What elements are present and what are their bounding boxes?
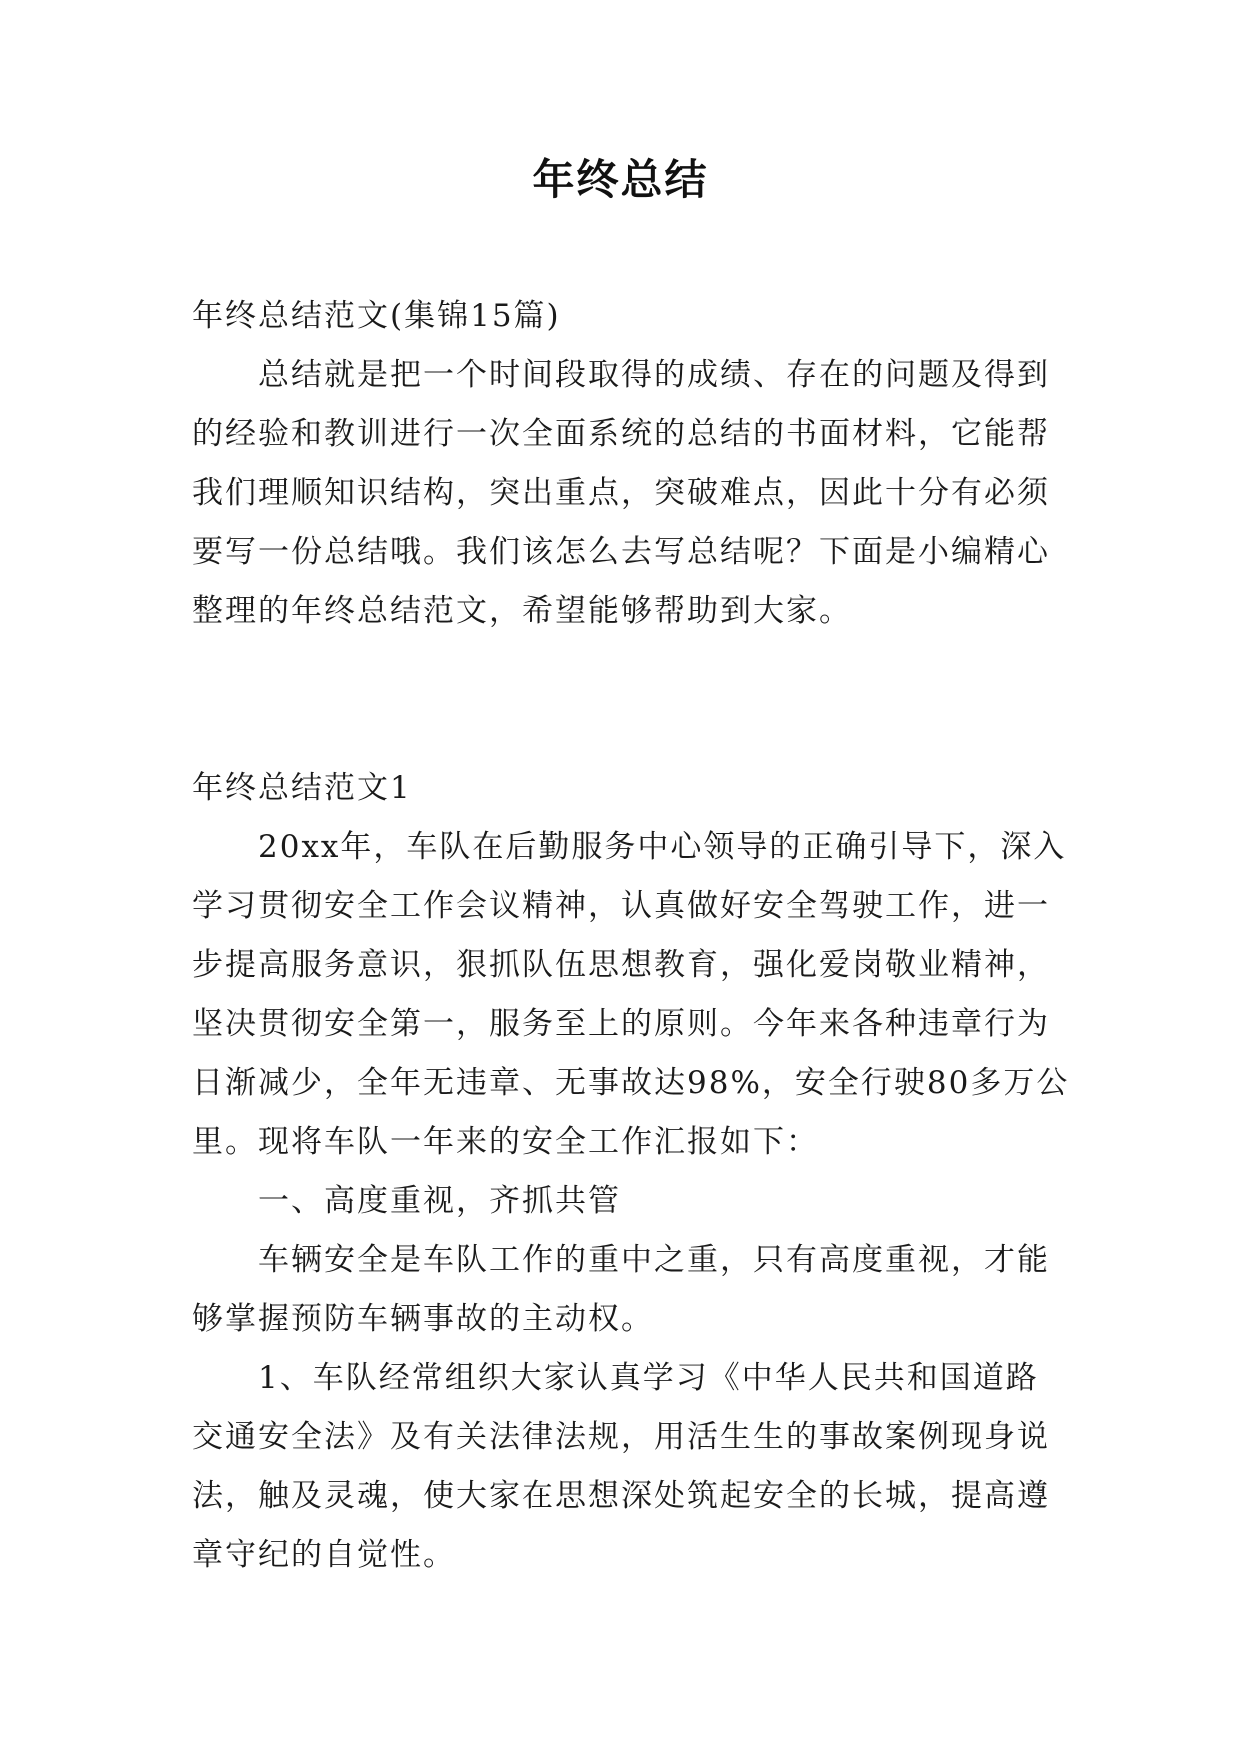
body-line: 够掌握预防车辆事故的主动权。 xyxy=(192,1301,654,1337)
body-line: 学习贯彻安全工作会议精神，认真做好安全驾驶工作，进一 xyxy=(192,888,1050,924)
section-heading: 年终总结范文1 xyxy=(192,770,412,806)
body-line: 坚决贯彻安全第一，服务至上的原则。今年来各种违章行为 xyxy=(192,1006,1050,1042)
body-line: 1、车队经常组织大家认真学习《中华人民共和国道路 xyxy=(258,1360,1039,1396)
body-line: 法，触及灵魂，使大家在思想深处筑起安全的长城，提高遵 xyxy=(192,1478,1050,1514)
document-title: 年终总结 xyxy=(532,155,709,204)
intro-line: 整理的年终总结范文，希望能够帮助到大家。 xyxy=(192,593,852,629)
document-body xyxy=(192,287,1070,1585)
body-line: 日渐减少，全年无违章、无事故达98%，安全行驶80多万公 xyxy=(192,1065,1070,1101)
body-line: 车辆安全是车队工作的重中之重，只有高度重视，才能 xyxy=(258,1242,1050,1278)
collection-heading: 年终总结范文(集锦15篇) xyxy=(192,298,561,334)
subsection-heading: 一、高度重视，齐抓共管 xyxy=(258,1183,621,1219)
intro-line: 我们理顺知识结构，突出重点，突破难点，因此十分有必须 xyxy=(192,475,1050,511)
intro-line: 的经验和教训进行一次全面系统的总结的书面材料，它能帮 xyxy=(192,416,1050,452)
body-line: 交通安全法》及有关法律法规，用活生生的事故案例现身说 xyxy=(192,1419,1050,1455)
section-spacer xyxy=(192,641,1052,759)
body-line: 里。现将车队一年来的安全工作汇报如下： xyxy=(192,1124,819,1160)
body-line: 步提高服务意识，狠抓队伍思想教育，强化爱岗敬业精神， xyxy=(192,947,1050,983)
intro-line: 总结就是把一个时间段取得的成绩、存在的问题及得到 xyxy=(258,357,1050,393)
body-line: 20xx年，车队在后勤服务中心领导的正确引导下，深入 xyxy=(258,829,1067,865)
intro-line: 要写一份总结哦。我们该怎么去写总结呢？下面是小编精心 xyxy=(192,534,1050,570)
body-line: 章守纪的自觉性。 xyxy=(192,1537,456,1573)
